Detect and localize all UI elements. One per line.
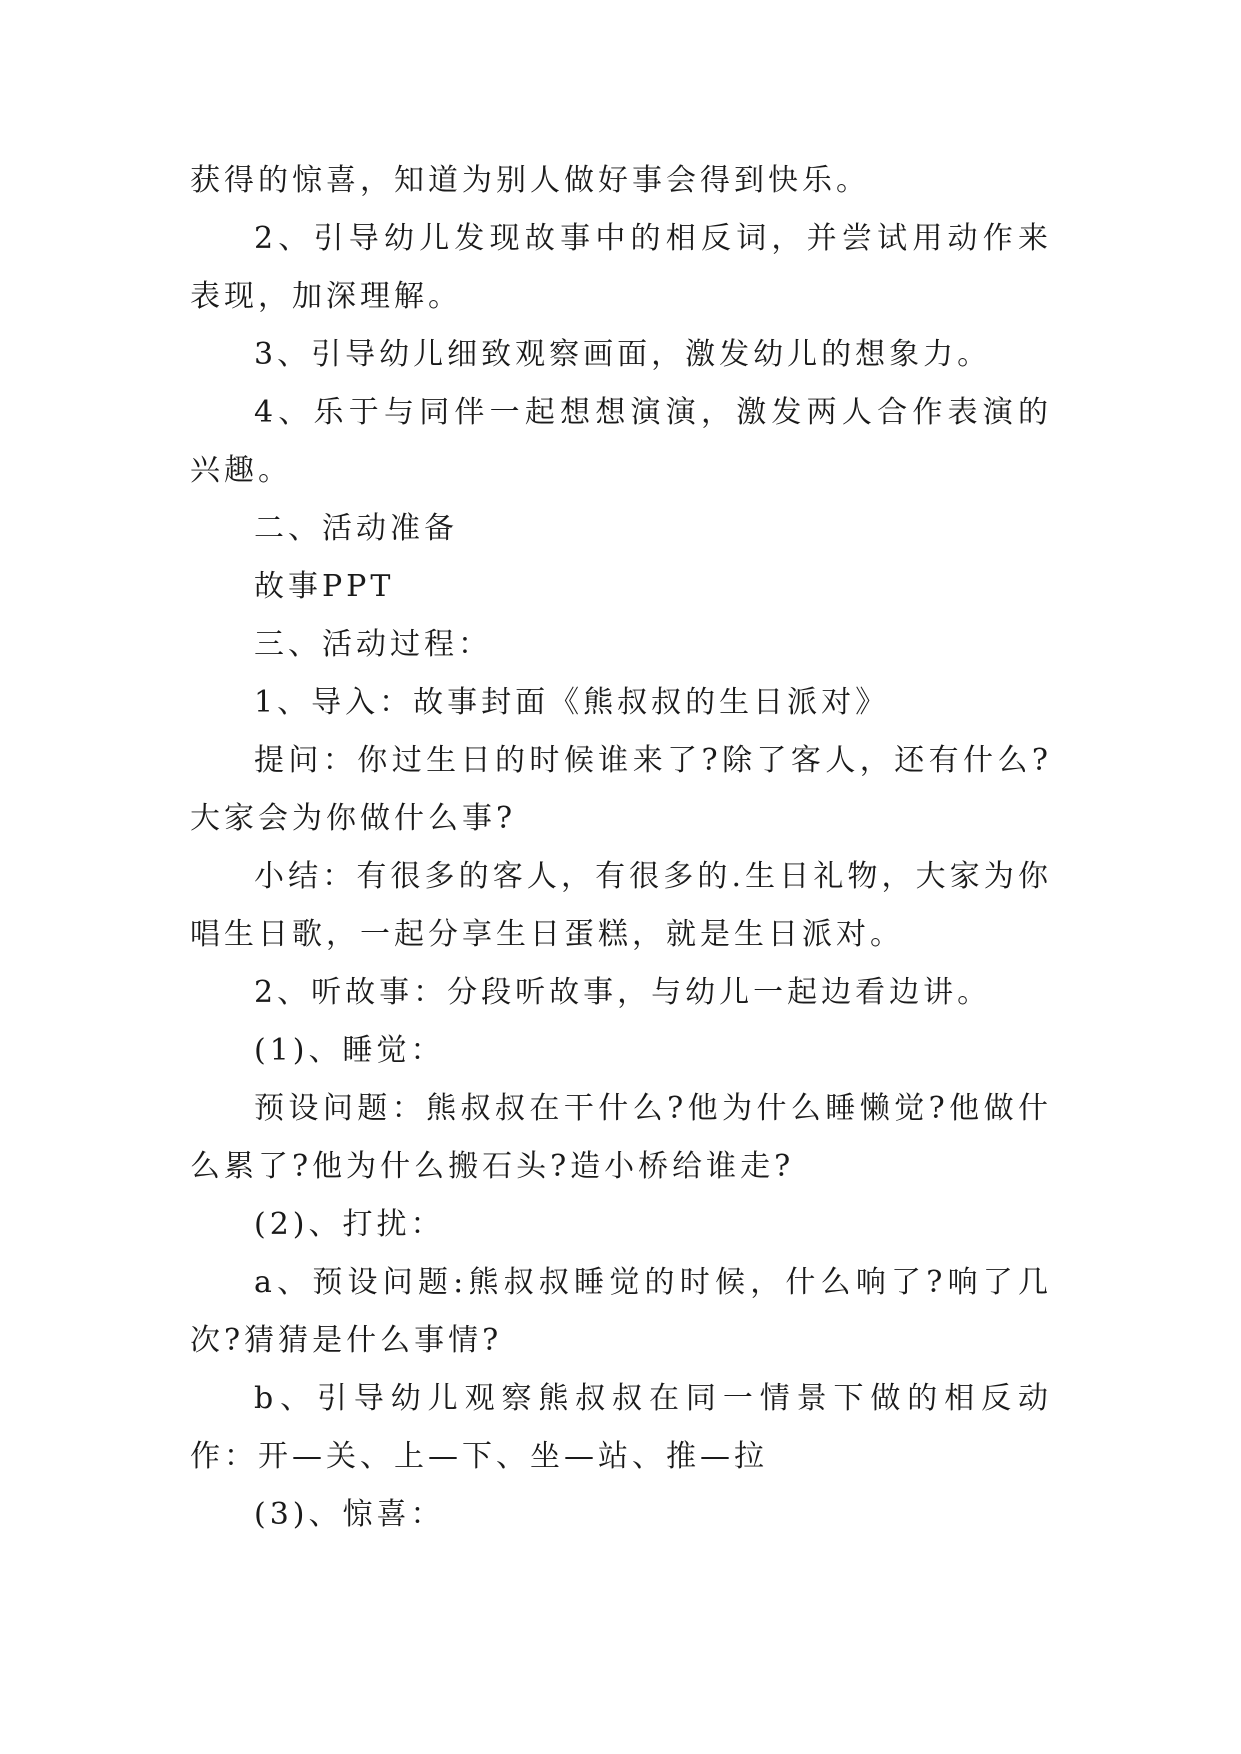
document-page [190, 152, 1052, 1544]
section-heading-preparation: 二、活动准备 [254, 511, 458, 546]
question-paragraph: 提问：你过生日的时候谁来了?除了客人，还有什么?大家会为你做什么事? [190, 743, 1052, 836]
goal-item-4: 4、乐于与同伴一起想想演演，激发两人合作表演的兴趣。 [190, 395, 1052, 488]
goal-item-2: 2、引导幼儿发现故事中的相反词，并尝试用动作来表现，加深理解。 [190, 221, 1052, 314]
sub-step-1: (1)、睡觉： [254, 1033, 445, 1068]
paragraph-continuation: 获得的惊喜，知道为别人做好事会得到快乐。 [190, 163, 870, 198]
summary-paragraph: 小结：有很多的客人，有很多的.生日礼物，大家为你唱生日歌，一起分享生日蛋糕，就是生日派对。 [190, 859, 1052, 952]
process-step-1: 1、导入：故事封面《熊叔叔的生日派对》 [254, 685, 890, 720]
preset-questions-1: 预设问题：熊叔叔在干什么?他为什么睡懒觉?他做什么累了?他为什么搬石头?造小桥给谁走? [190, 1091, 1052, 1184]
preset-questions-a: a、预设问题:熊叔叔睡觉的时候，什么响了?响了几次?猜猜是什么事情? [190, 1265, 1052, 1358]
preparation-item: 故事PPT [254, 569, 395, 604]
sub-step-3: (3)、惊喜： [254, 1497, 445, 1532]
observation-b: b、引导幼儿观察熊叔叔在同一情景下做的相反动作：开—关、上—下、坐—站、推—拉 [190, 1381, 1052, 1474]
sub-step-2: (2)、打扰： [254, 1207, 445, 1242]
section-heading-process: 三、活动过程： [254, 627, 492, 662]
process-step-2: 2、听故事：分段听故事，与幼儿一起边看边讲。 [254, 975, 992, 1010]
goal-item-3: 3、引导幼儿细致观察画面，激发幼儿的想象力。 [254, 337, 992, 372]
